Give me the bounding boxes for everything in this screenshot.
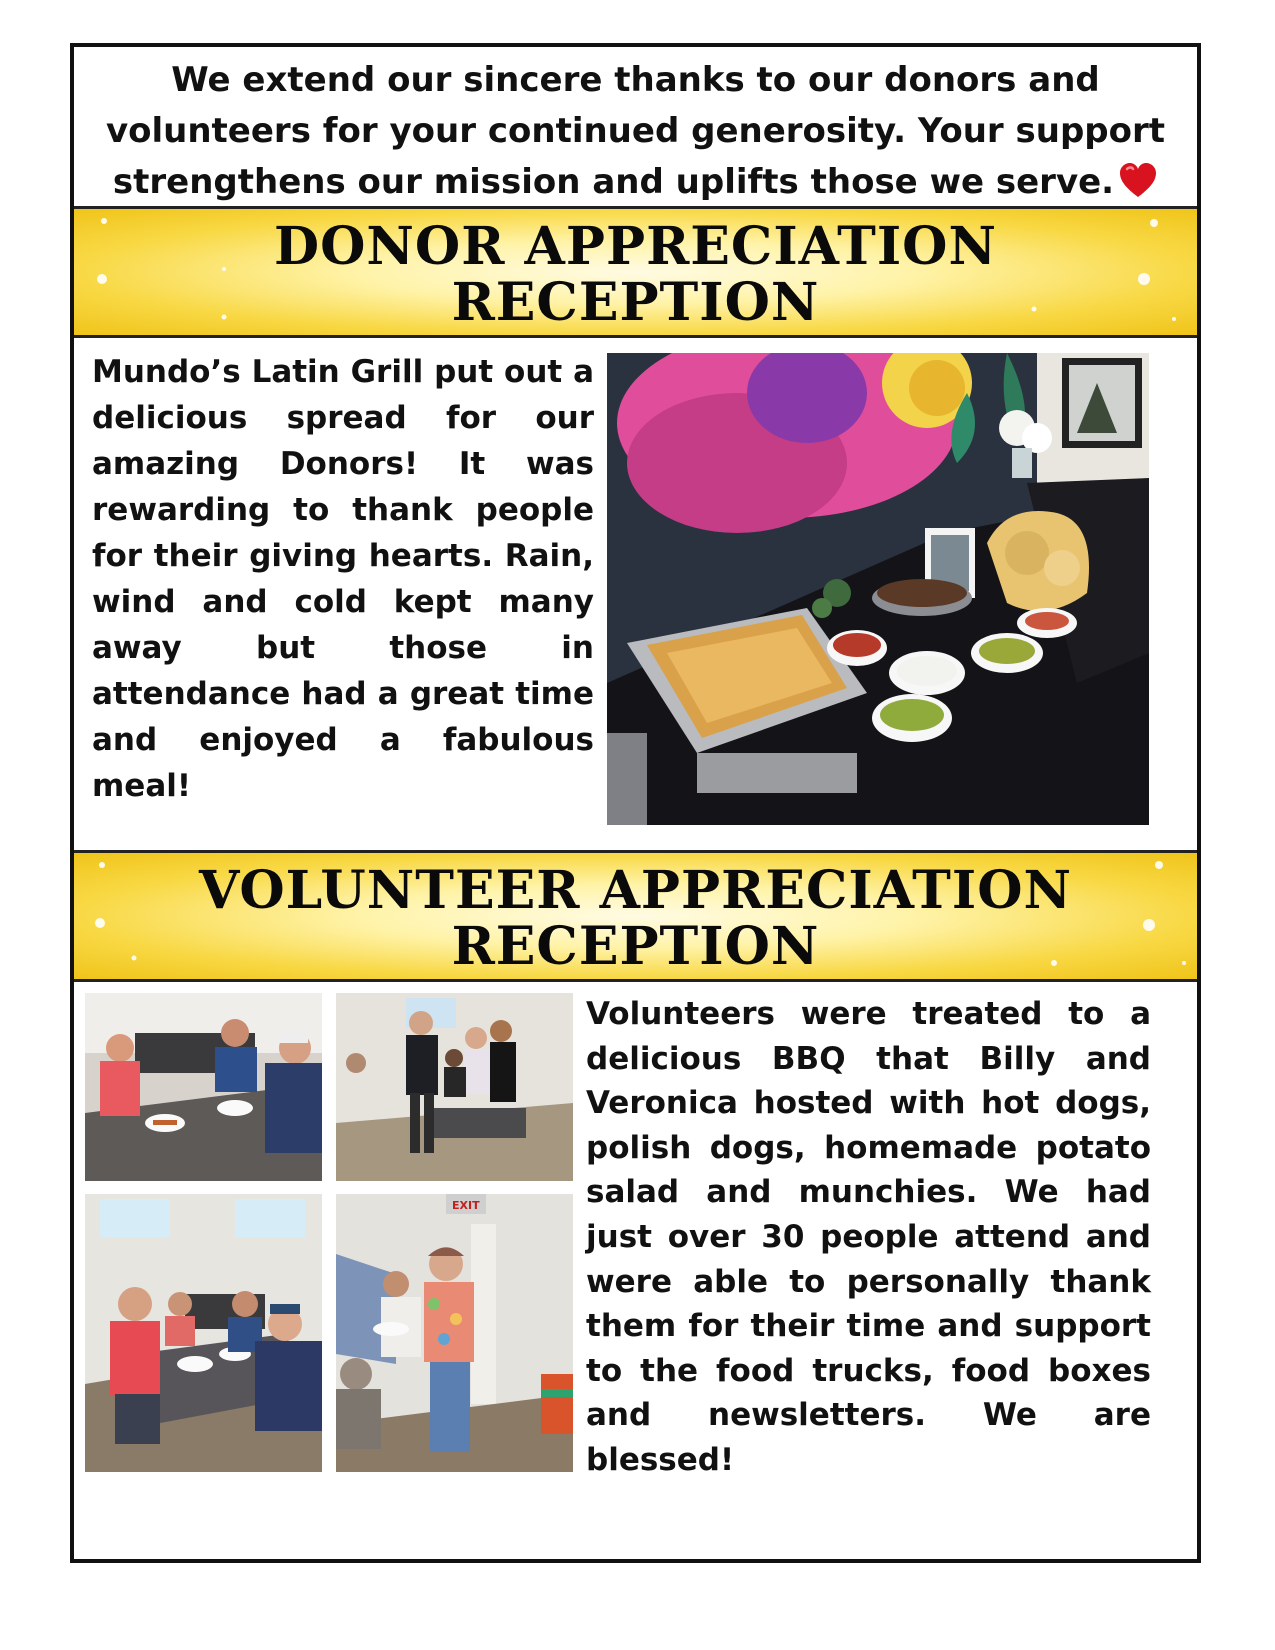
donor-banner [74, 206, 1197, 338]
donor-body-text: Mundo’s Latin Grill put out a delicious spread for our amazing Donors! It was rewarding to thank people for their giving hearts. Rain, wind and cold kept many away but those in attendance had a great time and enjoyed a fabulous meal! [92, 354, 594, 804]
volunteer-photo-table-2 [85, 1194, 322, 1472]
donor-section-title [74, 216, 1197, 333]
volunteer-photo-group [336, 993, 573, 1181]
intro-thanks [74, 47, 1197, 215]
donor-buffet-photo [607, 353, 1149, 825]
volunteer-body-text: Volunteers were treated to a delicious BBQ that Billy and Veronica hosted with hot dogs, polish dogs, homemade potato salad and munchies. We had just over 30 people attend and were able to personally thank them for their time and support to the food trucks, food boxes and newsletters. We are blessed! [586, 996, 1151, 1478]
volunteer-section-title [74, 860, 1197, 977]
volunteer-photo-table-1 [85, 993, 322, 1181]
intro-text: We extend our sincere thanks to our donors and volunteers for your continued generosity. Your support strengthens our mission and uplifts those we serve. [105, 60, 1166, 202]
volunteer-photo-serving [336, 1194, 573, 1472]
exit-sign-text: EXIT [452, 1199, 480, 1212]
donor-title-line2: RECEPTION [451, 272, 820, 333]
heart-icon [1118, 161, 1158, 201]
volunteer-title-line2: RECEPTION [451, 916, 820, 977]
newsletter-page-frame [70, 43, 1201, 1563]
donor-title-line1: DONOR APPRECIATION [274, 216, 997, 277]
volunteer-banner [74, 850, 1197, 982]
volunteer-title-line1: VOLUNTEER APPRECIATION [198, 860, 1073, 921]
